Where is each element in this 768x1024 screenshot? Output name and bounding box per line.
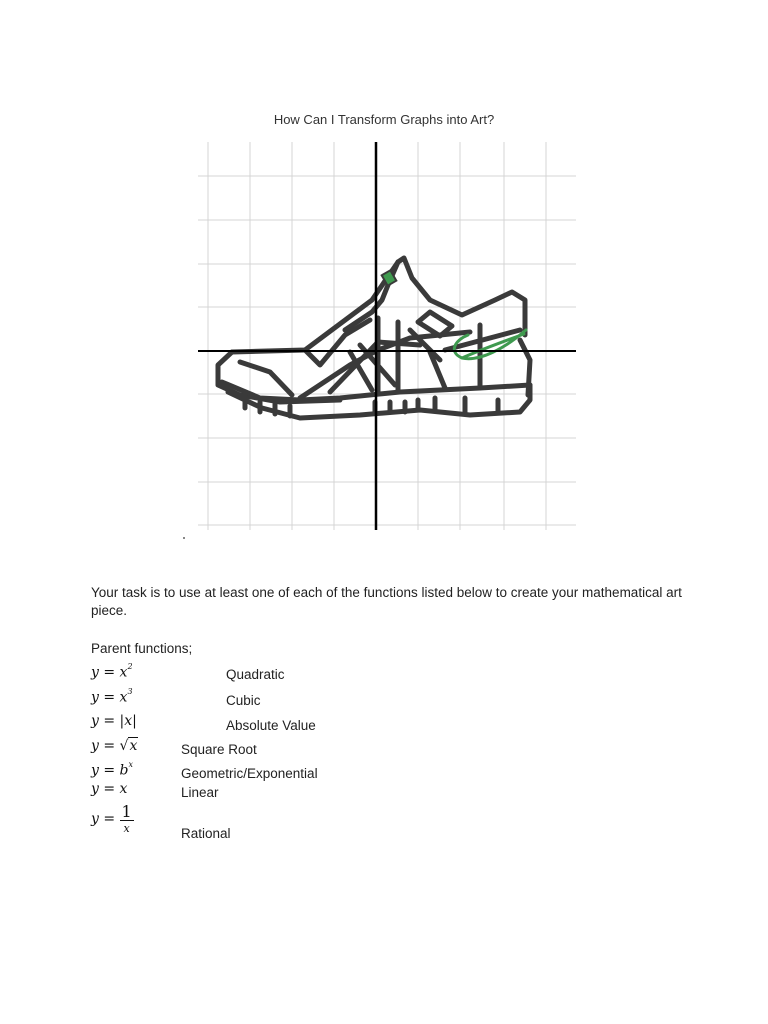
function-row-rational bbox=[0, 802, 768, 842]
formula-exponential: $y = b^x$ bbox=[91, 760, 134, 779]
shoe-eyelet-panel bbox=[418, 312, 452, 336]
function-row-absolute-value bbox=[0, 713, 768, 735]
stray-mark bbox=[183, 537, 185, 539]
function-name-exponential: Geometric/Exponential bbox=[181, 766, 318, 781]
formula-linear: y = x bbox=[91, 781, 128, 797]
formula-absolute-value: y = |x| bbox=[91, 713, 137, 729]
task-description: Your task is to use at least one of each of the functions listed below to create your mathematical art piece. bbox=[91, 585, 682, 618]
fraction: $\frac{1}{x}$ bbox=[121, 802, 132, 835]
function-name-cubic: Cubic bbox=[226, 693, 261, 708]
shoe-toe-line bbox=[240, 362, 292, 395]
function-row-quadratic bbox=[0, 664, 768, 686]
function-name-absolute-value: Absolute Value bbox=[226, 718, 316, 733]
function-row-linear bbox=[0, 781, 768, 803]
parent-functions-label: Parent functions; bbox=[91, 641, 193, 656]
function-name-square-root: Square Root bbox=[181, 742, 257, 757]
function-row-cubic bbox=[0, 689, 768, 711]
function-name-rational: Rational bbox=[181, 826, 231, 841]
function-name-linear: Linear bbox=[181, 785, 219, 800]
page-title: How Can I Transform Graphs into Art? bbox=[273, 112, 495, 127]
formula-rational: y = $\frac{1}{x}$ bbox=[91, 802, 132, 835]
function-name-quadratic: Quadratic bbox=[226, 667, 285, 682]
formula-cubic: $y = x^3$ bbox=[91, 687, 133, 706]
formula-square-root: y = √x bbox=[91, 738, 138, 754]
function-row-square-root bbox=[0, 738, 768, 760]
formula-quadratic: $y = x^2$ bbox=[91, 662, 133, 681]
